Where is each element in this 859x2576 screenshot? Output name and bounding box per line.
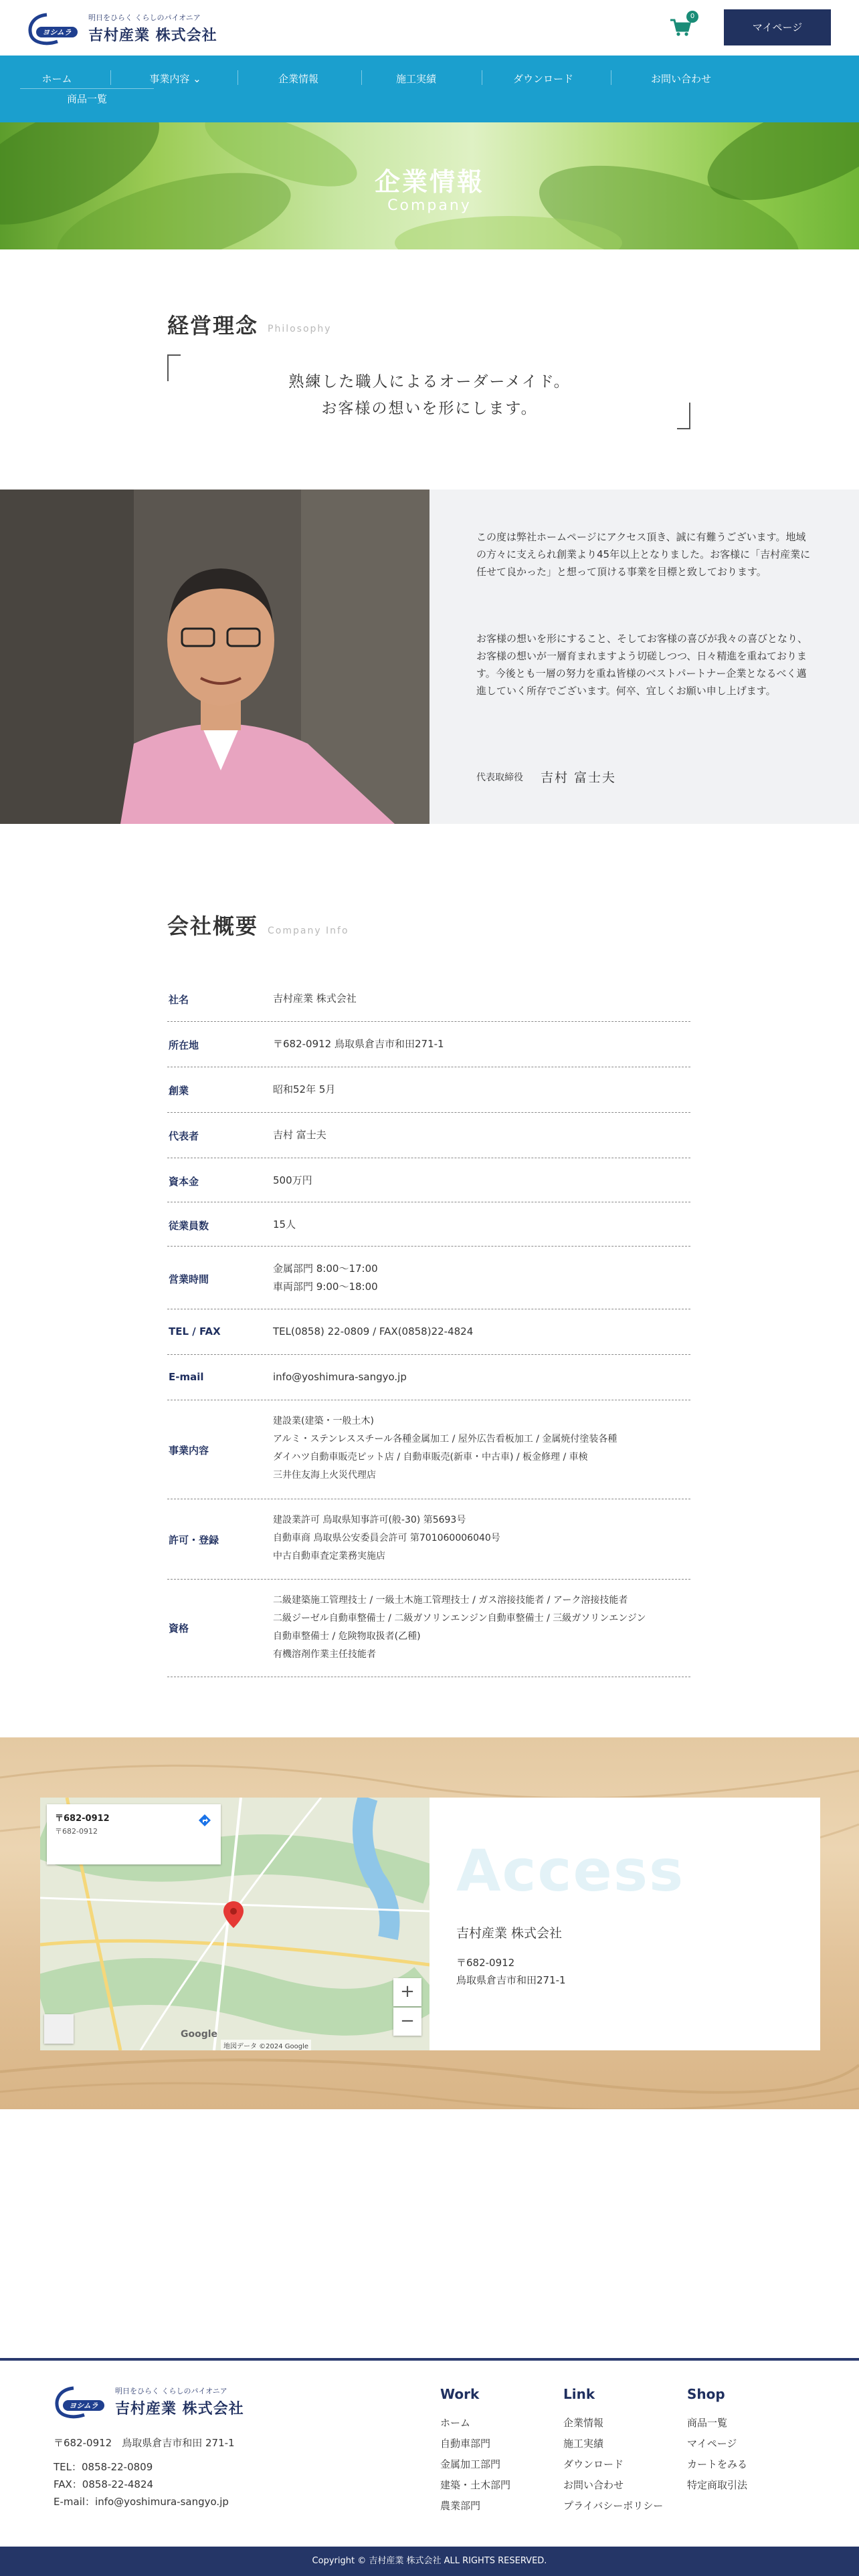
info-value-line: ダイハツ自動車販売ピット店 / 自動車販売(新車・中古車) / 板金修理 / 車検: [273, 1452, 588, 1463]
info-value-line: TEL(0858) 22-0809 / FAX(0858)22-4824: [273, 1325, 474, 1337]
info-value-line: 二級ジーゼル自動車整備士 / 二級ガソリンエンジン自動車整備士 / 三級ガソリンエンジン: [273, 1613, 646, 1624]
footer-logo[interactable]: [54, 2383, 268, 2420]
nav-divider: [110, 70, 111, 85]
page-title: 企業情報: [374, 167, 484, 197]
info-label: TEL / FAX: [169, 1325, 221, 1337]
info-value: [273, 1592, 688, 1664]
info-label: 事業内容: [169, 1444, 209, 1457]
info-value: [273, 1216, 688, 1234]
logo-company-name: 吉村産業 株式会社: [88, 27, 217, 44]
nav-item-contact[interactable]: お問い合わせ: [650, 73, 711, 85]
map-marker-icon[interactable]: [223, 1901, 244, 1928]
page-subtitle: Company: [387, 197, 472, 214]
philosophy-line-1: 熟練した職人によるオーダーメイド。: [288, 373, 571, 391]
info-value-line: 昭和52年 5月: [273, 1083, 336, 1095]
access-section: [0, 1737, 859, 2109]
info-value: [273, 1035, 688, 1053]
info-label: 資格: [169, 1622, 189, 1634]
info-label: 創業: [169, 1085, 189, 1097]
info-label: 許可・登録: [169, 1534, 219, 1546]
access-title: Access: [456, 1838, 685, 1905]
directions-icon[interactable]: [198, 1814, 211, 1827]
footer-link-download[interactable]: ダウンロード: [563, 2458, 624, 2470]
info-row: [167, 1309, 690, 1355]
footer-heading-shop: Shop: [687, 2386, 725, 2402]
footer-link-construction[interactable]: 建築・土木部門: [440, 2479, 511, 2491]
footer-heading-link: Link: [563, 2386, 595, 2402]
info-row: [167, 1580, 690, 1677]
quote-bracket-close: [677, 403, 690, 429]
mypage-button[interactable]: マイページ: [724, 9, 831, 45]
info-value-line: 自動車整備士 / 危険物取扱者(乙種): [273, 1631, 421, 1642]
footer-tel: TEL：0858-22-0809: [54, 2461, 153, 2473]
map-zoom-in-button[interactable]: +: [393, 1978, 421, 2006]
info-value: [273, 990, 688, 1008]
cart-count-badge: 0: [686, 11, 698, 23]
info-value: [273, 1323, 688, 1341]
footer-link-legal[interactable]: 特定商取引法: [687, 2479, 748, 2491]
philosophy-line-2: お客様の想いを形にします。: [321, 400, 538, 417]
access-company-name: 吉村産業 株式会社: [456, 1926, 563, 1941]
logo-tagline: 明日をひらく くらしのパイオニア: [88, 13, 201, 22]
google-map[interactable]: [40, 1798, 430, 2050]
footer-link-home[interactable]: ホーム: [440, 2417, 471, 2429]
info-value-line: 500万円: [273, 1174, 312, 1186]
footer-logo-mark-icon: [54, 2385, 107, 2419]
nav-item-business[interactable]: 事業内容 ⌄: [149, 73, 201, 85]
info-value-line: 建設業許可 鳥取県知事許可(般-30) 第5693号: [273, 1515, 466, 1525]
info-label: 代表者: [169, 1130, 199, 1142]
footer-link-products[interactable]: 商品一覧: [687, 2417, 728, 2429]
info-value-line: 三井住友海上火災代理店: [273, 1470, 376, 1481]
footer-link-mypage[interactable]: マイページ: [687, 2438, 737, 2450]
info-value: [273, 1511, 688, 1566]
philosophy-title: 経営理念: [167, 313, 259, 338]
info-value: [273, 1126, 688, 1144]
map-info-address: 〒682-0912: [55, 1827, 98, 1836]
info-row: [167, 1158, 690, 1202]
map-zoom-out-button[interactable]: −: [393, 2008, 421, 2036]
footer-link-company[interactable]: 企業情報: [563, 2417, 604, 2429]
info-row: [167, 1067, 690, 1113]
copyright: Copyright © 吉村産業 株式会社 ALL RIGHTS RESERVED.: [0, 2547, 859, 2576]
info-row: [167, 1400, 690, 1499]
info-value-line: 金属部門 8:00～17:00: [273, 1263, 378, 1275]
info-row: [167, 1499, 690, 1580]
info-value-line: 15人: [273, 1218, 296, 1230]
info-value-line: 車両部門 9:00～18:00: [273, 1281, 378, 1293]
ceo-message-paragraph-2: お客様の想いを形にすること、そしてお客様の喜びが我々の喜びとなり、お客様の想いが一層育まれますよう切磋しつつ、日々精進を重ねております。今後とも一層の努力を重ね皆様のベストパートナー企業となるべく邁進していく所存でございます。何卒、宜しくお願い申し上げます。: [476, 633, 808, 697]
footer-email[interactable]: E-mail：info@yoshimura-sangyo.jp: [54, 2496, 229, 2508]
info-row: [167, 1113, 690, 1158]
footer-link-works[interactable]: 施工実績: [563, 2438, 604, 2450]
info-value-line: 吉村産業 株式会社: [273, 992, 357, 1004]
info-row: [167, 1355, 690, 1400]
ceo-portrait-image: [0, 490, 430, 824]
access-zip: 〒682-0912: [456, 1957, 515, 1969]
nav-item-company[interactable]: 企業情報: [278, 73, 318, 85]
footer-logo-text: ヨシムラ: [69, 2401, 98, 2410]
ceo-role: 代表取締役: [476, 772, 523, 783]
footer-link-privacy[interactable]: プライバシーポリシー: [563, 2500, 664, 2512]
footer-address: 〒682-0912 鳥取県倉吉市和田 271-1: [54, 2437, 235, 2449]
access-card: [40, 1798, 820, 2050]
logo-text: ヨシムラ: [42, 28, 72, 37]
info-value-line: 二級建築施工管理技士 / 一級土木施工管理技士 / ガス溶接技能者 / アーク溶接技能者: [273, 1595, 628, 1606]
footer-link-auto[interactable]: 自動車部門: [440, 2438, 491, 2450]
ceo-message-paragraph-1: この度は弊社ホームページにアクセス頂き、誠に有難うございます。地域の方々に支えられ創業より45年以上となりました。お客様に「吉村産業に任せて良かった」と想って頂ける事業を目標と致しております。: [476, 531, 811, 578]
info-row: [167, 1202, 690, 1247]
site-logo[interactable]: [27, 9, 227, 47]
nav-item-home[interactable]: ホーム: [41, 73, 72, 85]
info-value-line: 自動車商 鳥取県公安委員会許可 第701060006040号: [273, 1533, 500, 1543]
footer-link-cart[interactable]: カートをみる: [687, 2458, 748, 2470]
info-label: 資本金: [169, 1176, 199, 1188]
footer-heading-work: Work: [440, 2386, 480, 2402]
philosophy-title-en: Philosophy: [268, 324, 332, 334]
info-value-line: 〒682-0912 鳥取県倉吉市和田271-1: [273, 1038, 444, 1050]
ceo-photo: [0, 490, 430, 824]
map-info-title: 〒682-0912: [55, 1814, 110, 1824]
street-view-button[interactable]: [44, 2014, 74, 2044]
footer-logo-tagline: 明日をひらく くらしのパイオニア: [115, 2387, 227, 2395]
info-label: 社名: [169, 994, 189, 1006]
footer-divider: [0, 2358, 859, 2361]
global-nav: [0, 56, 859, 122]
footer-fax: FAX：0858-22-4824: [54, 2478, 154, 2490]
info-value: [273, 1260, 688, 1296]
info-value-line[interactable]: info@yoshimura-sangyo.jp: [273, 1371, 407, 1383]
info-row: [167, 976, 690, 1022]
info-label: E-mail: [169, 1371, 204, 1383]
info-value: [273, 1172, 688, 1190]
footer-link-agri[interactable]: 農業部門: [440, 2500, 481, 2512]
company-info-title: 会社概要: [167, 914, 259, 939]
info-value: [273, 1081, 688, 1099]
info-value-line: 中古自動車査定業務実施店: [273, 1551, 385, 1562]
nav-item-products[interactable]: 商品一覧: [66, 93, 107, 105]
info-row: [167, 1022, 690, 1067]
info-value-line: 吉村 富士夫: [273, 1129, 326, 1141]
info-value-line: 建設業(建築・一般土木): [273, 1416, 374, 1426]
info-label: 営業時間: [169, 1273, 209, 1285]
footer-link-metal[interactable]: 金属加工部門: [440, 2458, 501, 2470]
ceo-message-panel: [430, 490, 859, 824]
info-label: 従業員数: [169, 1220, 209, 1232]
footer-logo-company-name: 吉村産業 株式会社: [115, 2401, 244, 2418]
footer-link-contact[interactable]: お問い合わせ: [563, 2479, 624, 2491]
map-info-window: [47, 1804, 221, 1864]
map-credit: 地図データ ©2024 Google: [221, 2040, 311, 2050]
access-address: 鳥取県倉吉市和田271-1: [456, 1974, 566, 1986]
ceo-name: 吉村 富士夫: [541, 770, 617, 785]
info-value-line: 有機溶剤作業主任技能者: [273, 1649, 376, 1660]
info-label: 所在地: [169, 1039, 199, 1051]
nav-item-works[interactable]: 施工実績: [395, 73, 436, 85]
info-value: [273, 1412, 688, 1485]
logo-mark-icon: [27, 12, 80, 45]
site-header: [0, 0, 859, 56]
google-logo: Google: [181, 2029, 218, 2040]
company-info-title-en: Company Info: [268, 926, 349, 936]
info-row: [167, 1247, 690, 1309]
info-value: [273, 1368, 688, 1386]
nav-item-download[interactable]: ダウンロード: [512, 73, 573, 85]
page-hero: [0, 122, 859, 249]
info-value-line: アルミ・ステンレススチール各種金属加工 / 屋外広告看板加工 / 金属焼付塗装各種: [273, 1434, 617, 1444]
